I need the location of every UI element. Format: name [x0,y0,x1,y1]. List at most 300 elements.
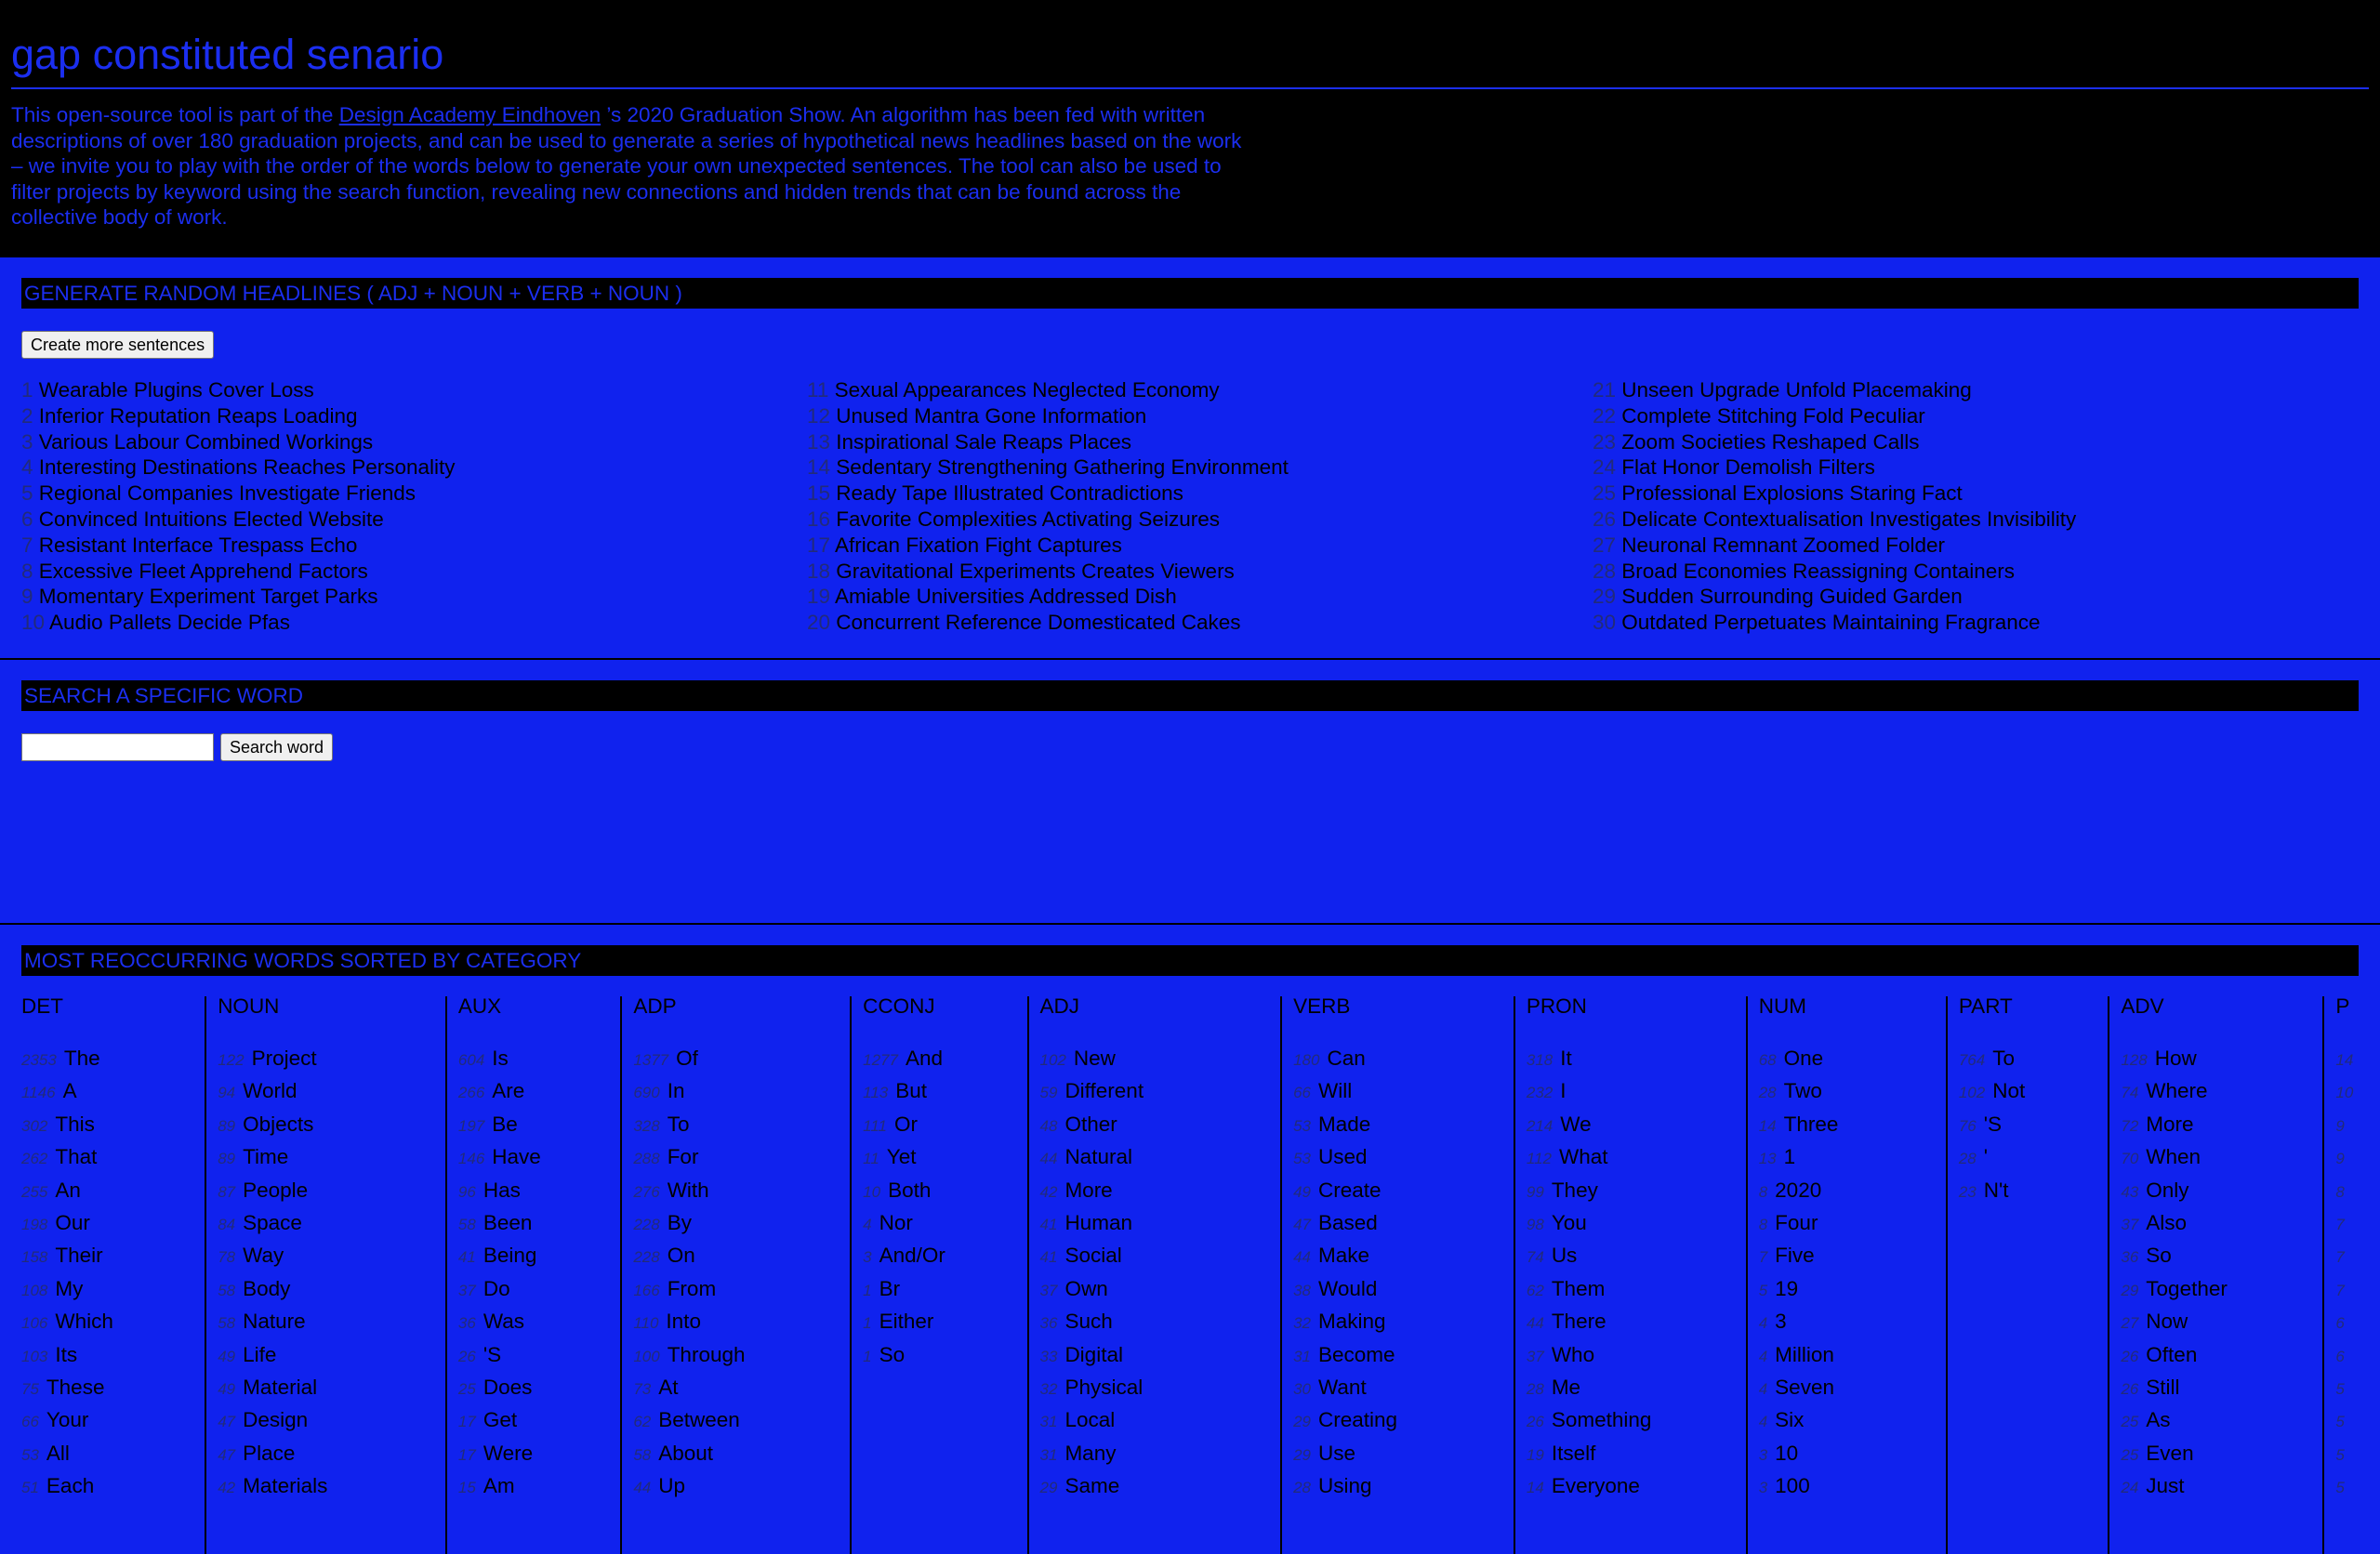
word-count: 8 [1758,1216,1768,1234]
word-item[interactable] [2121,1175,2313,1207]
headline-item [807,584,1593,610]
word-count: 33 [1039,1347,1058,1365]
word-item[interactable] [863,1240,1017,1272]
word-item[interactable] [1759,1306,1937,1338]
word-item[interactable] [1759,1273,1937,1306]
word-item[interactable] [2335,1075,2371,1108]
word-item[interactable] [2121,1339,2313,1372]
category-column-adv [2109,996,2324,1554]
create-more-sentences-button[interactable]: Create more sentences [21,331,214,359]
category-column-p [2324,996,2380,1554]
word-count: 7 [1758,1248,1768,1267]
word-item[interactable] [458,1075,611,1108]
word-label: So [2146,1244,2172,1268]
word-label: The [63,1047,100,1070]
word-item[interactable] [1959,1075,2099,1108]
word-item[interactable] [218,1339,436,1372]
word-label: Into [666,1310,701,1334]
word-item[interactable] [1759,1207,1937,1240]
word-item[interactable] [21,1240,195,1272]
headline-text: Concurrent Reference Domesticated Cakes [836,611,1241,635]
word-item[interactable] [1527,1207,1737,1240]
word-item[interactable] [21,1175,195,1207]
word-item[interactable] [1293,1175,1504,1207]
headline-number: 24 [1593,455,1617,480]
word-item[interactable] [1527,1470,1737,1503]
word-item[interactable] [1040,1306,1272,1338]
word-item[interactable] [1040,1175,1272,1207]
word-item[interactable] [1759,1404,1937,1437]
word-count: 31 [1293,1347,1312,1365]
headline-item [1593,533,2336,559]
word-item[interactable] [218,1043,436,1075]
word-item[interactable] [633,1175,840,1207]
word-item[interactable] [863,1207,1017,1240]
word-item[interactable] [1293,1141,1504,1174]
word-item[interactable] [1959,1175,2099,1207]
word-item[interactable] [1959,1043,2099,1075]
word-label: Also [2146,1211,2188,1235]
word-label: Have [492,1145,541,1169]
word-item[interactable] [1040,1207,1272,1240]
word-item[interactable] [1040,1470,1272,1503]
word-item[interactable] [633,1141,840,1174]
word-item[interactable] [21,1372,195,1404]
word-count: 228 [633,1248,660,1267]
word-item[interactable] [2335,1372,2371,1404]
intro-paragraph [11,102,1257,230]
headline-text: Favorite Complexities Activating Seizures [836,507,1220,531]
word-item[interactable] [633,1372,840,1404]
word-count: 44 [1039,1150,1058,1168]
word-label: Me [1551,1376,1581,1400]
word-count: 5 [2335,1413,2345,1431]
word-item[interactable] [21,1075,195,1108]
word-item[interactable] [218,1372,436,1404]
word-item[interactable] [458,1372,611,1404]
word-item[interactable] [1527,1075,1737,1108]
word-count: 62 [1526,1281,1544,1299]
word-count: 764 [1958,1051,1986,1069]
word-item[interactable] [1527,1240,1737,1272]
word-item[interactable] [1040,1109,1272,1141]
word-count: 42 [218,1479,236,1497]
word-label: Was [483,1310,524,1334]
word-item[interactable] [2121,1207,2313,1240]
word-item[interactable] [1759,1240,1937,1272]
word-item[interactable] [863,1075,1017,1108]
word-item[interactable] [21,1339,195,1372]
word-item[interactable] [1527,1141,1737,1174]
headline-item [807,559,1593,585]
word-count: 36 [2121,1248,2139,1267]
word-label: World [243,1079,298,1103]
headline-item [1593,377,2336,403]
word-item[interactable] [2335,1043,2371,1075]
word-label: Where [2146,1079,2208,1103]
word-label: Material [243,1376,318,1400]
word-item[interactable] [218,1306,436,1338]
word-count: 96 [457,1182,476,1201]
word-item[interactable] [21,1109,195,1141]
word-item[interactable] [1293,1470,1504,1503]
word-item[interactable] [2335,1141,2371,1174]
word-item[interactable] [2335,1306,2371,1338]
word-item[interactable] [2121,1306,2313,1338]
headline-item [21,403,807,429]
section-heading-categories: MOST REOCCURRING WORDS SORTED BY CATEGORY [21,945,2359,976]
word-item[interactable] [1759,1043,1937,1075]
word-item[interactable] [1527,1273,1737,1306]
word-count: 9 [2335,1116,2345,1135]
word-count: 13 [1758,1150,1777,1168]
word-item[interactable] [458,1306,611,1338]
word-item[interactable] [633,1306,840,1338]
word-item[interactable] [633,1043,840,1075]
word-count: 1277 [863,1051,898,1069]
word-item[interactable] [458,1273,611,1306]
word-label: Can [1327,1047,1366,1070]
word-count: 36 [457,1314,476,1333]
word-item[interactable] [21,1141,195,1174]
word-item[interactable] [1293,1207,1504,1240]
word-label: And/Or [879,1244,945,1268]
word-item[interactable] [1959,1141,2099,1174]
word-item[interactable] [2121,1141,2313,1174]
word-label: There [1551,1310,1606,1334]
headline-text: Outdated Perpetuates Maintaining Fragrance [1621,611,2041,635]
word-item[interactable] [2121,1404,2313,1437]
word-count: 47 [1293,1216,1312,1234]
word-count: 1146 [21,1084,56,1102]
word-item[interactable] [2335,1404,2371,1437]
word-count: 25 [457,1380,476,1399]
word-label: Three [1783,1112,1839,1136]
word-item[interactable] [2335,1438,2371,1470]
word-count: 62 [633,1413,652,1431]
word-item[interactable] [863,1043,1017,1075]
word-label: From [667,1276,717,1300]
word-item[interactable] [2335,1273,2371,1306]
word-item[interactable] [2335,1470,2371,1503]
word-label: Through [667,1342,746,1366]
word-item[interactable] [1959,1109,2099,1141]
word-label: With [667,1178,709,1202]
word-count: 112 [1526,1150,1552,1168]
word-item[interactable] [458,1141,611,1174]
word-label: When [2146,1145,2202,1169]
word-item[interactable] [1293,1043,1504,1075]
word-item[interactable] [1759,1075,1937,1108]
word-item[interactable] [1040,1404,1272,1437]
word-count: 17 [457,1413,476,1431]
word-item[interactable] [21,1273,195,1306]
word-item[interactable] [218,1141,436,1174]
word-item[interactable] [633,1240,840,1272]
word-label: Does [483,1376,533,1400]
word-label: Become [1318,1342,1395,1366]
word-item[interactable] [633,1438,840,1470]
word-item[interactable] [863,1306,1017,1338]
word-item[interactable] [1527,1404,1737,1437]
word-label: At [658,1376,679,1400]
word-count: 24 [2121,1479,2139,1497]
word-count: 318 [1526,1051,1554,1069]
word-item[interactable] [458,1339,611,1372]
word-label: Project [251,1047,317,1070]
headline-text: Complete Stitching Fold Peculiar [1621,403,1925,428]
headline-number: 25 [1593,481,1617,506]
word-count: 232 [1526,1084,1554,1102]
word-count: 146 [457,1150,485,1168]
word-count: 58 [633,1445,652,1464]
category-title: PART [1958,994,2013,1018]
word-item[interactable] [2335,1240,2371,1272]
word-item[interactable] [1759,1470,1937,1503]
word-count: 102 [1039,1051,1066,1069]
word-label: These [46,1376,105,1400]
word-item[interactable] [633,1273,840,1306]
category-title: CCONJ [863,994,935,1018]
word-item[interactable] [218,1207,436,1240]
word-item[interactable] [218,1109,436,1141]
word-label: They [1551,1178,1598,1202]
word-label: Used [1318,1145,1368,1169]
word-item[interactable] [863,1273,1017,1306]
word-item[interactable] [2335,1175,2371,1207]
word-item[interactable] [1759,1141,1937,1174]
word-item[interactable] [1293,1240,1504,1272]
word-count: 94 [218,1084,236,1102]
word-item[interactable] [1293,1339,1504,1372]
design-academy-link[interactable]: Design Academy Eindhoven [338,103,602,126]
word-item[interactable] [1527,1175,1737,1207]
word-item[interactable] [1040,1339,1272,1372]
word-item[interactable] [1293,1109,1504,1141]
word-label: Time [243,1145,289,1169]
headline-number: 18 [807,559,831,583]
headline-number: 2 [21,403,33,428]
word-label: More [2146,1112,2194,1136]
headline-text: Sedentary Strengthening Gathering Environment [836,455,1289,480]
word-count: 49 [218,1347,236,1365]
word-item[interactable] [863,1339,1017,1372]
word-label: New [1073,1047,1116,1070]
word-item[interactable] [1527,1438,1737,1470]
word-label: Each [46,1474,95,1498]
word-label: People [243,1178,309,1202]
word-item[interactable] [2121,1470,2313,1503]
word-count: 74 [1526,1248,1544,1267]
word-label: Itself [1551,1441,1596,1465]
word-item[interactable] [633,1207,840,1240]
word-item[interactable] [1527,1372,1737,1404]
word-item[interactable] [1040,1240,1272,1272]
word-count: 74 [2121,1084,2139,1102]
category-column-num [1748,996,1948,1554]
word-item[interactable] [218,1470,436,1503]
word-count: 180 [1293,1051,1320,1069]
word-item[interactable] [218,1404,436,1437]
word-label: Way [243,1244,284,1268]
word-item[interactable] [2121,1372,2313,1404]
word-label: Which [55,1310,113,1334]
word-item[interactable] [1527,1109,1737,1141]
word-item[interactable] [458,1240,611,1272]
word-count: 26 [2121,1380,2139,1399]
word-item[interactable] [21,1306,195,1338]
word-count: 262 [21,1150,48,1168]
word-item[interactable] [1759,1339,1937,1372]
word-count: 99 [1526,1182,1544,1201]
word-item[interactable] [2121,1240,2313,1272]
word-item[interactable] [2121,1273,2313,1306]
word-item[interactable] [1293,1075,1504,1108]
word-item[interactable] [1040,1438,1272,1470]
headline-text: Zoom Societies Reshaped Calls [1621,429,1920,454]
headline-number: 22 [1593,403,1617,428]
word-item[interactable] [458,1043,611,1075]
word-count: 4 [1758,1347,1768,1365]
word-item[interactable] [2121,1438,2313,1470]
word-count: 26 [2121,1347,2139,1365]
word-item[interactable] [1527,1043,1737,1075]
word-item[interactable] [21,1470,195,1503]
word-item[interactable] [21,1438,195,1470]
word-count: 110 [633,1314,659,1333]
headline-number: 16 [807,507,831,531]
word-label: Human [1064,1211,1132,1235]
word-item[interactable] [458,1109,611,1141]
search-word-button[interactable]: Search word [220,733,333,761]
word-item[interactable] [1527,1339,1737,1372]
intro-text-before: This open-source tool is part of the [11,103,339,126]
word-count: 7 [2335,1216,2345,1234]
headline-number: 30 [1593,611,1617,635]
word-count: 37 [1526,1347,1544,1365]
word-item[interactable] [1759,1109,1937,1141]
word-label: Them [1551,1276,1606,1300]
word-label: Its [55,1342,78,1366]
word-count: 19 [1526,1445,1544,1464]
word-item[interactable] [633,1109,840,1141]
word-item[interactable] [1040,1141,1272,1174]
word-item[interactable] [1293,1404,1504,1437]
word-item[interactable] [21,1404,195,1437]
word-label: Own [1064,1276,1108,1300]
headline-item [1593,559,2336,585]
word-item[interactable] [21,1043,195,1075]
headline-number: 23 [1593,429,1617,454]
headline-item [807,507,1593,533]
word-item[interactable] [21,1207,195,1240]
word-label: Making [1318,1310,1386,1334]
word-item[interactable] [633,1075,840,1108]
word-label: Want [1318,1376,1367,1400]
word-label: Your [46,1408,89,1432]
word-item[interactable] [218,1273,436,1306]
word-count: 87 [218,1182,236,1201]
word-item[interactable] [1040,1043,1272,1075]
word-item[interactable] [1759,1175,1937,1207]
word-item[interactable] [1759,1372,1937,1404]
word-item[interactable] [458,1404,611,1437]
word-count: 10 [2335,1084,2354,1102]
word-count: 28 [1758,1084,1777,1102]
word-item[interactable] [1293,1306,1504,1338]
headline-item [21,507,807,533]
headline-number: 12 [807,403,831,428]
word-count: 84 [218,1216,236,1234]
word-item[interactable] [863,1141,1017,1174]
word-item[interactable] [1759,1438,1937,1470]
word-item[interactable] [2335,1339,2371,1372]
category-columns [21,996,2380,1554]
word-item[interactable] [2121,1075,2313,1108]
word-item[interactable] [218,1175,436,1207]
headline-text: Flat Honor Demolish Filters [1621,455,1875,480]
word-item[interactable] [458,1438,611,1470]
word-item[interactable] [1040,1372,1272,1404]
word-count: 4 [1758,1314,1768,1333]
word-item[interactable] [218,1438,436,1470]
word-count: 166 [633,1281,660,1299]
word-item[interactable] [1293,1273,1504,1306]
word-item[interactable] [458,1470,611,1503]
word-item[interactable] [633,1339,840,1372]
word-label: ' [1983,1145,1989,1169]
word-label: And [905,1047,944,1070]
word-item[interactable] [1040,1075,1272,1108]
word-item[interactable] [633,1404,840,1437]
headline-item [1593,507,2336,533]
word-item[interactable] [863,1175,1017,1207]
headline-text: Audio Pallets Decide Pfas [49,611,290,635]
word-count: 44 [633,1479,652,1497]
word-item[interactable] [458,1175,611,1207]
headline-text: Inferior Reputation Reaps Loading [38,403,358,428]
headline-text: Sexual Appearances Neglected Economy [834,378,1220,402]
word-item[interactable] [2121,1043,2313,1075]
word-count: 690 [633,1084,660,1102]
word-item[interactable] [2335,1109,2371,1141]
word-item[interactable] [2335,1207,2371,1240]
word-item[interactable] [633,1470,840,1503]
word-label: Now [2146,1310,2188,1334]
word-item[interactable] [1527,1306,1737,1338]
word-count: 1377 [633,1051,669,1069]
word-item[interactable] [1040,1273,1272,1306]
word-item[interactable] [218,1075,436,1108]
headlines-section [0,257,2380,660]
word-count: 41 [1039,1216,1058,1234]
headline-item [807,481,1593,507]
word-item[interactable] [2121,1109,2313,1141]
word-count: 1 [863,1347,872,1365]
headline-text: Gravitational Experiments Creates Viewers [836,559,1235,583]
headline-number: 14 [807,455,831,480]
section-heading-search: SEARCH A SPECIFIC WORD [21,680,2359,711]
search-input[interactable] [21,733,214,761]
word-item[interactable] [1293,1372,1504,1404]
word-item[interactable] [218,1240,436,1272]
word-item[interactable] [458,1207,611,1240]
word-item[interactable] [1293,1438,1504,1470]
word-item[interactable] [863,1109,1017,1141]
word-count: 49 [218,1380,236,1399]
word-count: 58 [218,1281,236,1299]
word-label: 'S [1983,1112,2003,1136]
